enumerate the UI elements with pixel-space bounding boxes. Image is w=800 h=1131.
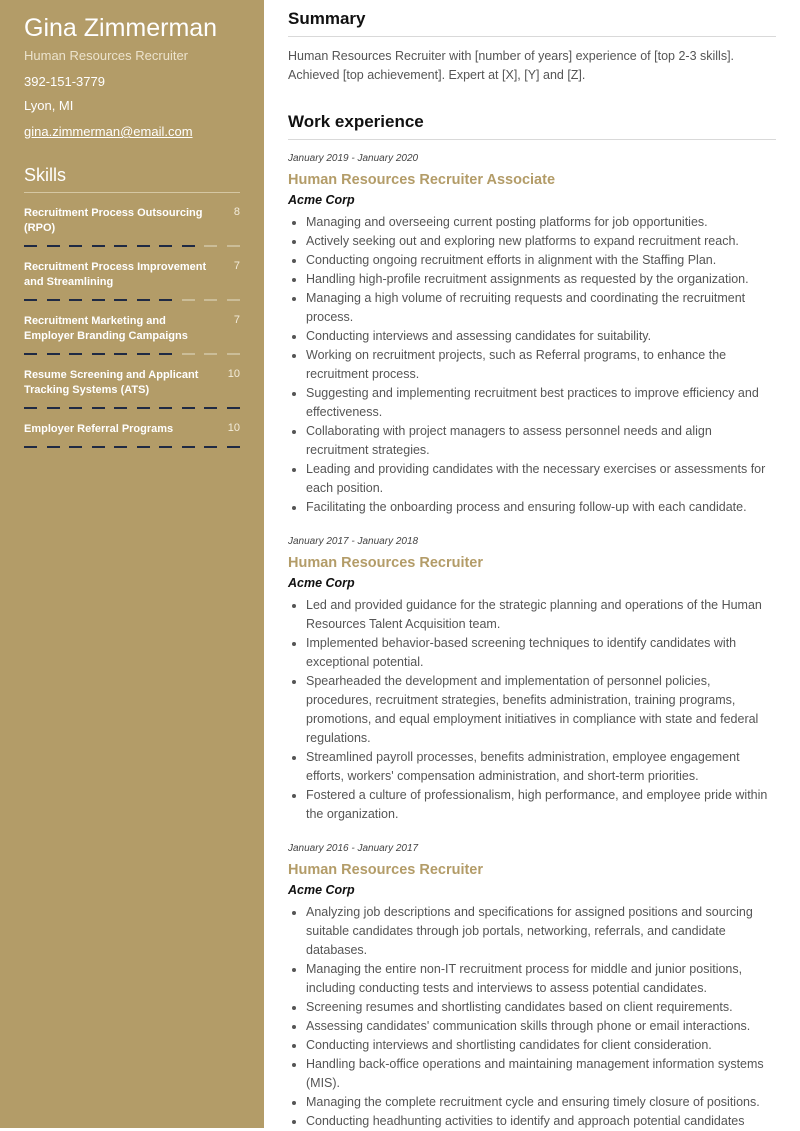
bullet-item: • Managing the entire non-IT recruitment process for middle and junior positions, including conducting tests and interviews to assess potential candidates. [306,960,776,998]
bullet-item: • Conducting interviews and assessing candidates for suitability. [306,327,776,346]
skill-level: 7 [233,260,240,272]
skill-bar-segment-empty [204,245,217,247]
skill-bar-segment-filled [69,407,82,409]
skill-item [24,260,240,301]
skill-bar-segment-filled [182,407,195,409]
bullet-item: • Conducting ongoing recruitment efforts in alignment with the Staffing Plan. [306,251,776,270]
company-name: Acme Corp [288,193,355,207]
skill-name: Employer Referral Programs [24,423,174,435]
bullet-item: • Managing the complete recruitment cycle and ensuring timely closure of positions. [306,1093,776,1112]
skill-bar-segment-filled [92,407,105,409]
skill-name: Recruitment Process Outsourcing (RPO) [24,207,203,234]
job-dates: January 2016 - January 2017 [288,843,419,854]
skill-bar-segment-filled [47,353,60,355]
skill-level-bar [24,407,240,409]
bullet-item: • Spearheaded the development and implementation of personnel policies, procedures, recruitment strategies, benefits administration, training programs, promotions, and equal employment initiatives in compliance with state and federal regulations. [306,672,776,748]
skill-name: Recruitment Marketing and Employer Branding Campaigns [24,315,188,342]
main-content [288,0,776,1131]
skill-bar-segment-filled [47,245,60,247]
skill-bar-segment-filled [24,245,37,247]
bullet-item: • Actively seeking out and exploring new platforms to expand recruitment reach. [306,232,776,251]
bullet-item: • Screening resumes and shortlisting candidates based on client requirements. [306,998,776,1017]
work-experience-heading: Work experience [288,111,776,140]
bullet-item: • Facilitating the onboarding process and ensuring follow-up with each candidate. [306,498,776,517]
job-dates: January 2017 - January 2018 [288,536,419,547]
bullet-item: • Handling high-profile recruitment assignments as requested by the organization. [306,270,776,289]
skill-bar-segment-filled [137,353,150,355]
skill-bar-segment-filled [114,353,127,355]
bullet-item: • Handling back-office operations and maintaining management information systems (MIS). [306,1055,776,1093]
job-bullets [288,213,776,517]
skill-item [24,368,240,409]
skill-bar-segment-filled [69,446,82,448]
skills-heading: Skills [24,164,240,193]
company-name: Acme Corp [288,576,355,590]
skill-bar-segment-filled [159,245,172,247]
skill-level-bar [24,245,240,247]
skill-bar-segment-filled [114,299,127,301]
bullet-item: • Analyzing job descriptions and specifications for assigned positions and sourcing suitable candidates through job portals, networking, referrals, and candidate databases. [306,903,776,960]
skill-name: Recruitment Process Improvement and Streamlining [24,261,207,288]
skill-bar-segment-filled [227,407,240,409]
skill-bar-segment-filled [24,407,37,409]
skill-name: Resume Screening and Applicant Tracking Systems (ATS) [24,369,199,396]
bullet-item: • Conducting headhunting activities to identify and approach potential candidates [306,1112,776,1131]
summary-text: Human Resources Recruiter with [number of years] experience of [top 2-3 skills]. Achieved [top achievement]. Expert at [X], [Y] and [Z]. [288,49,735,82]
skill-bar-segment-filled [114,245,127,247]
job-entry [288,535,776,824]
skill-item [24,422,240,448]
summary-heading: Summary [288,8,776,37]
bullet-item: • Conducting interviews and shortlisting candidates for client consideration. [306,1036,776,1055]
work-experience-section [288,111,776,1131]
skill-bar-segment-filled [47,407,60,409]
skill-bar-segment-filled [114,407,127,409]
skill-bar-segment-filled [137,299,150,301]
job-title: Human Resources Recruiter [288,555,484,571]
bullet-item: • Led and provided guidance for the strategic planning and operations of the Human Resources Talent Acquisition team. [306,596,776,634]
skill-bar-segment-filled [137,446,150,448]
job-dates: January 2019 - January 2020 [288,153,419,164]
jobs-list [288,152,776,1131]
candidate-title: Human Resources Recruiter [24,48,189,63]
job-bullets [288,903,776,1131]
job-entry [288,152,776,517]
candidate-name: Gina Zimmerman [24,14,218,42]
skill-bar-segment-filled [227,446,240,448]
skill-level: 10 [227,368,240,380]
skill-bar-segment-empty [227,299,240,301]
skill-bar-segment-filled [114,446,127,448]
skill-item [24,206,240,247]
skill-level: 10 [227,422,240,434]
skill-bar-segment-empty [227,353,240,355]
skill-bar-segment-filled [204,446,217,448]
bullet-item: • Leading and providing candidates with the necessary exercises or assessments for each position. [306,460,776,498]
skill-bar-segment-filled [159,407,172,409]
bullet-item: • Collaborating with project managers to assess personnel needs and align recruitment strategies. [306,422,776,460]
bullet-item: • Working on recruitment projects, such as Referral programs, to enhance the recruitment process. [306,346,776,384]
phone-number: 392-151-3779 [24,74,105,89]
skill-bar-segment-filled [182,245,195,247]
job-title: Human Resources Recruiter [288,862,484,878]
job-title: Human Resources Recruiter Associate [288,172,556,188]
skill-level: 8 [233,206,240,218]
skill-bar-segment-filled [92,299,105,301]
skill-bar-segment-empty [227,245,240,247]
skill-bar-segment-filled [137,407,150,409]
skill-bar-segment-filled [92,245,105,247]
skill-bar-segment-filled [92,353,105,355]
summary-section [288,8,776,85]
skill-level-bar [24,446,240,448]
skill-bar-segment-filled [159,446,172,448]
skills-list [24,206,240,448]
skill-bar-segment-filled [92,446,105,448]
sidebar [0,0,264,1128]
bullet-item: • Fostered a culture of professionalism, high performance, and employee pride within the organization. [306,786,776,824]
skill-bar-segment-filled [159,353,172,355]
skill-item [24,314,240,355]
bullet-item: • Assessing candidates' communication skills through phone or email interactions. [306,1017,776,1036]
location: Lyon, MI [24,98,74,113]
skill-bar-segment-filled [24,446,37,448]
skill-bar-segment-filled [159,299,172,301]
skill-level-bar [24,299,240,301]
bullet-item: • Managing and overseeing current posting platforms for job opportunities. [306,213,776,232]
job-entry [288,842,776,1131]
email-link[interactable]: gina.zimmerman@email.com [24,124,193,139]
bullet-item: • Streamlined payroll processes, benefits administration, employee engagement efforts, workers' compensation administration, and short-term priorities. [306,748,776,786]
skill-bar-segment-empty [182,353,195,355]
skill-bar-segment-empty [204,299,217,301]
skill-bar-segment-filled [204,407,217,409]
skill-bar-segment-filled [47,299,60,301]
skill-bar-segment-filled [182,446,195,448]
skill-bar-segment-filled [24,353,37,355]
skill-bar-segment-filled [69,245,82,247]
skill-bar-segment-filled [69,299,82,301]
skill-level: 7 [233,314,240,326]
skill-bar-segment-filled [47,446,60,448]
bullet-item: • Implemented behavior-based screening techniques to identify candidates with exceptional potential. [306,634,776,672]
bullet-item: • Managing a high volume of recruiting requests and coordinating the recruitment process. [306,289,776,327]
skill-level-bar [24,353,240,355]
skill-bar-segment-filled [137,245,150,247]
company-name: Acme Corp [288,883,355,897]
skill-bar-segment-empty [204,353,217,355]
job-bullets [288,596,776,824]
bullet-item: • Suggesting and implementing recruitment best practices to improve efficiency and effectiveness. [306,384,776,422]
skill-bar-segment-filled [24,299,37,301]
skill-bar-segment-filled [69,353,82,355]
skill-bar-segment-empty [182,299,195,301]
